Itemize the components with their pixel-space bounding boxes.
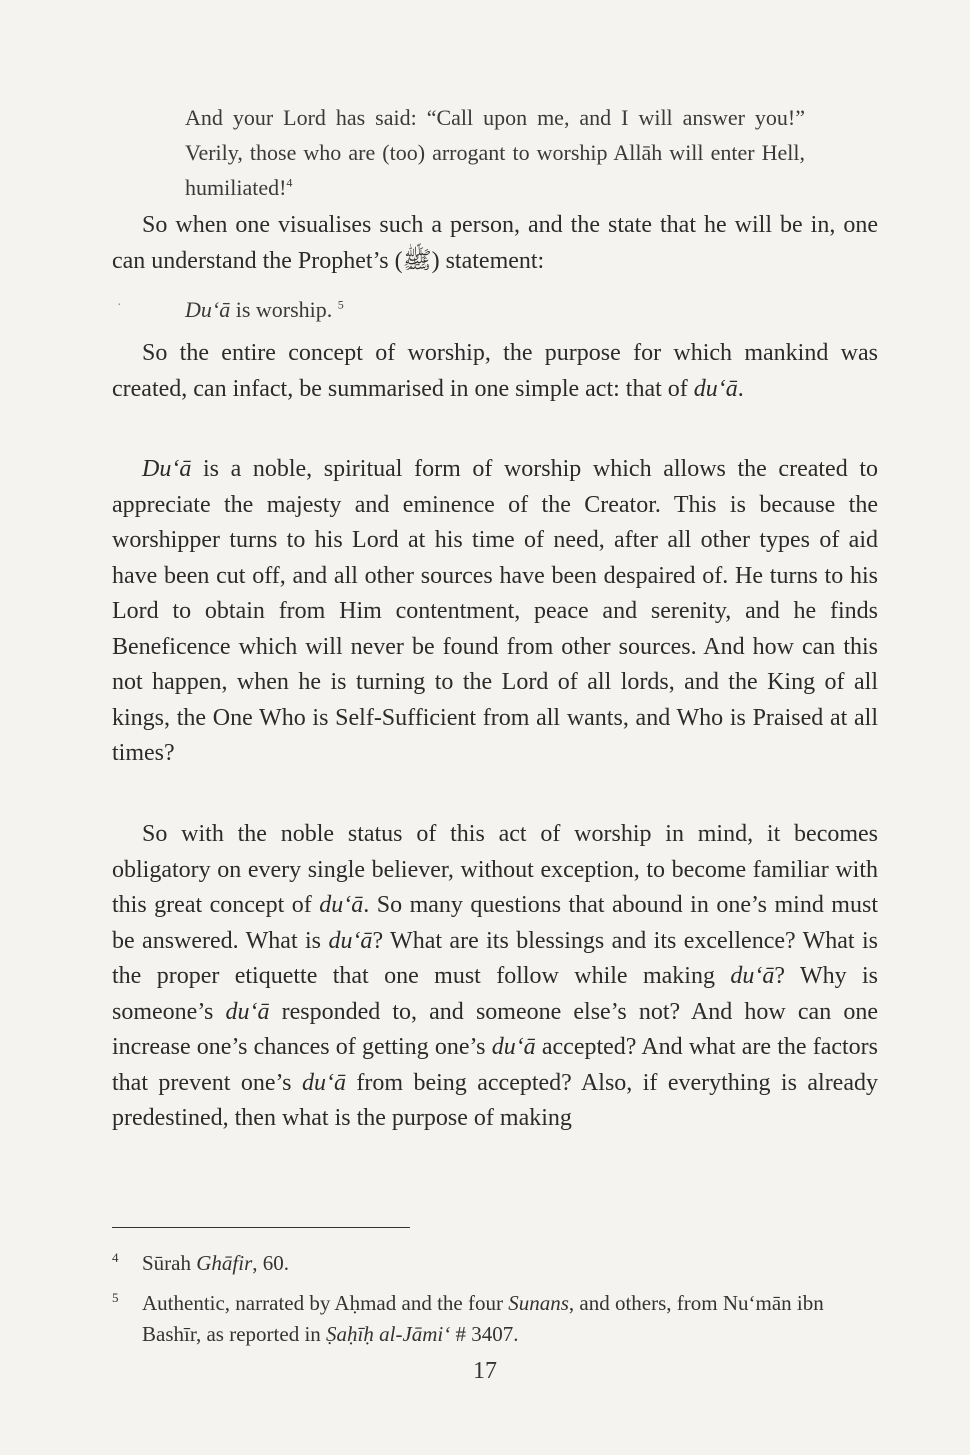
footnote-4: 4 Sūrah Ghāfir, 60. xyxy=(112,1248,887,1279)
page-number: 17 xyxy=(473,1358,497,1384)
footnote-ref-5: 5 xyxy=(337,297,344,312)
hadith-quote: Du‘ā is worship. $^5$ xyxy=(185,297,344,322)
paragraph-4: So with the noble status of this act of worship in mind, it becomes obligatory on every single believer, without exception, to become familiar with this great concept of du‘ā. So many questions that abound in one’s mind must be answered. What is du‘ā? What are its blessings and its excellence? What is the proper etiquette that one must follow while making du‘ā? Why is someone’s du‘ā responded to, and someone else’s not? And how can one increase one’s chances of getting one’s du‘ā accepted? And what are the factors that prevent one’s du‘ā from being accepted? Also, if everything is already predestined, then what is the purpose of making xyxy=(112,821,879,1131)
paragraph-1: So when one visualises such a person, and the state that he will be in, one can understand the Prophet’s (ﷺ) statement: xyxy=(112,212,878,274)
paragraph-2: So the entire concept of worship, the purpose for which mankind was created, can infact, be summarised in one simple act: that of du‘ā. xyxy=(112,340,878,402)
footnote-divider xyxy=(112,1227,410,1228)
quran-quote: And your Lord has said: “Call upon me, and I will answer you!” Verily, those who are (too) arrogant to worship Allāh will enter Hell, humiliated!$^4$ xyxy=(185,105,805,200)
paragraph-3: Du‘ā is a noble, spiritual form of worship which allows the created to appreciate the majesty and eminence of the Creator. This is because the worshipper turns to his Lord at his time of need, after all other types of aid have been cut off, and all other sources have been despaired of. He turns to his Lord to obtain from Him contentment, peace and serenity, and he finds Beneficence which will never be found from other sources. And how can this not happen, when he is turning to the Lord of all lords, and the King of all kings, the One Who is Self-Sufficient from all wants, and Who is Praised at all times? xyxy=(112,456,878,766)
footnote-5: 5 Authentic, narrated by Aḥmad and the four Sunans, and others, from Nu‘mān ibn Bashīr, as reported in Ṣaḥīḥ al-Jāmi‘ # 3407. xyxy=(112,1288,887,1350)
footnote-ref-4: 4 xyxy=(286,175,293,190)
footnote-number: 4 xyxy=(112,1250,119,1265)
footnote-number: 5 xyxy=(112,1290,119,1305)
salawat-glyph: ﷺ xyxy=(402,247,432,274)
margin-dot: · xyxy=(117,298,122,313)
